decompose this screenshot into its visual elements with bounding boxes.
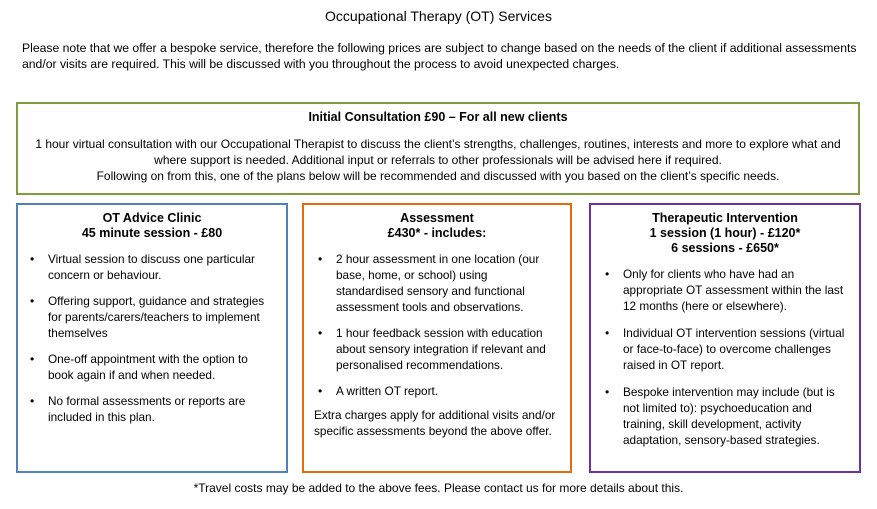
list-item: • Virtual session to discuss one particular concern or behaviour. bbox=[48, 251, 274, 283]
therapeutic-intervention-price-six: 6 sessions - £650* bbox=[671, 241, 779, 255]
assessment-list bbox=[304, 251, 570, 399]
list-item: • 1 hour feedback session with education about sensory integration if relevant and personalised recommendations. bbox=[336, 325, 558, 373]
initial-consultation-body bbox=[18, 136, 858, 184]
initial-line-1: 1 hour virtual consultation with our Occupational Therapist to discuss the client’s strengths, challenges, routines, interests and more to explore what and bbox=[35, 137, 841, 151]
list-item: • 2 hour assessment in one location (our base, home, or school) using standardised sensory and functional assessment tools and observations. bbox=[336, 251, 558, 315]
list-item: • One-off appointment with the option to book again if and when needed. bbox=[48, 351, 274, 383]
intro-paragraph: Please note that we offer a bespoke service, therefore the following prices are subject to change based on the needs of the client if additional assessments and/or visits are required. This will be discussed with you throughout the process to avoid unexpected charges. bbox=[22, 41, 857, 71]
assessment-extra-charges-note: Extra charges apply for additional visits and/or specific assessments beyond the above offer. bbox=[314, 408, 556, 438]
travel-costs-footnote: *Travel costs may be added to the above fees. Please contact us for more details about this. bbox=[193, 481, 684, 495]
ot-advice-clinic-price: 45 minute session - £80 bbox=[81, 226, 223, 240]
assessment-title: Assessment bbox=[400, 211, 474, 225]
list-item: • No formal assessments or reports are included in this plan. bbox=[48, 393, 274, 425]
list-item: • Offering support, guidance and strategies for parents/carers/teachers to implement themselves bbox=[48, 293, 274, 341]
list-item: • A written OT report. bbox=[336, 383, 558, 399]
initial-line-3: Following on from this, one of the plans below will be recommended and discussed with you based on the client’s specific needs. bbox=[96, 169, 780, 183]
ot-advice-clinic-title: OT Advice Clinic bbox=[102, 211, 202, 225]
therapeutic-intervention-title: Therapeutic Intervention bbox=[652, 211, 798, 225]
list-item: • Individual OT intervention sessions (virtual or face-to-face) to overcome challenges raised in OT report. bbox=[623, 325, 851, 373]
initial-consultation-box bbox=[16, 102, 860, 195]
page-title: Occupational Therapy (OT) Services bbox=[325, 8, 552, 24]
therapeutic-intervention-box bbox=[589, 203, 861, 473]
ot-advice-clinic-box bbox=[16, 203, 288, 473]
initial-consultation-heading: Initial Consultation £90 – For all new clients bbox=[308, 110, 568, 124]
list-item: • Bespoke intervention may include (but is not limited to): psychoeducation and training, skill development, activity adaptation, sensory-based strategies. bbox=[623, 384, 851, 448]
assessment-heading bbox=[304, 211, 570, 241]
ot-advice-clinic-heading bbox=[18, 211, 286, 241]
assessment-box bbox=[302, 203, 572, 473]
assessment-price: £430* - includes: bbox=[387, 226, 487, 240]
list-item: • Only for clients who have had an appropriate OT assessment within the last 12 months (here or elsewhere). bbox=[623, 266, 851, 314]
therapeutic-intervention-heading bbox=[591, 211, 859, 256]
therapeutic-intervention-price-single: 1 session (1 hour) - £120* bbox=[649, 226, 801, 240]
initial-line-2: where support is needed. Additional input or referrals to other professionals will be advised here if required. bbox=[154, 153, 722, 167]
therapeutic-intervention-list bbox=[591, 266, 859, 448]
ot-advice-clinic-list bbox=[18, 251, 286, 425]
